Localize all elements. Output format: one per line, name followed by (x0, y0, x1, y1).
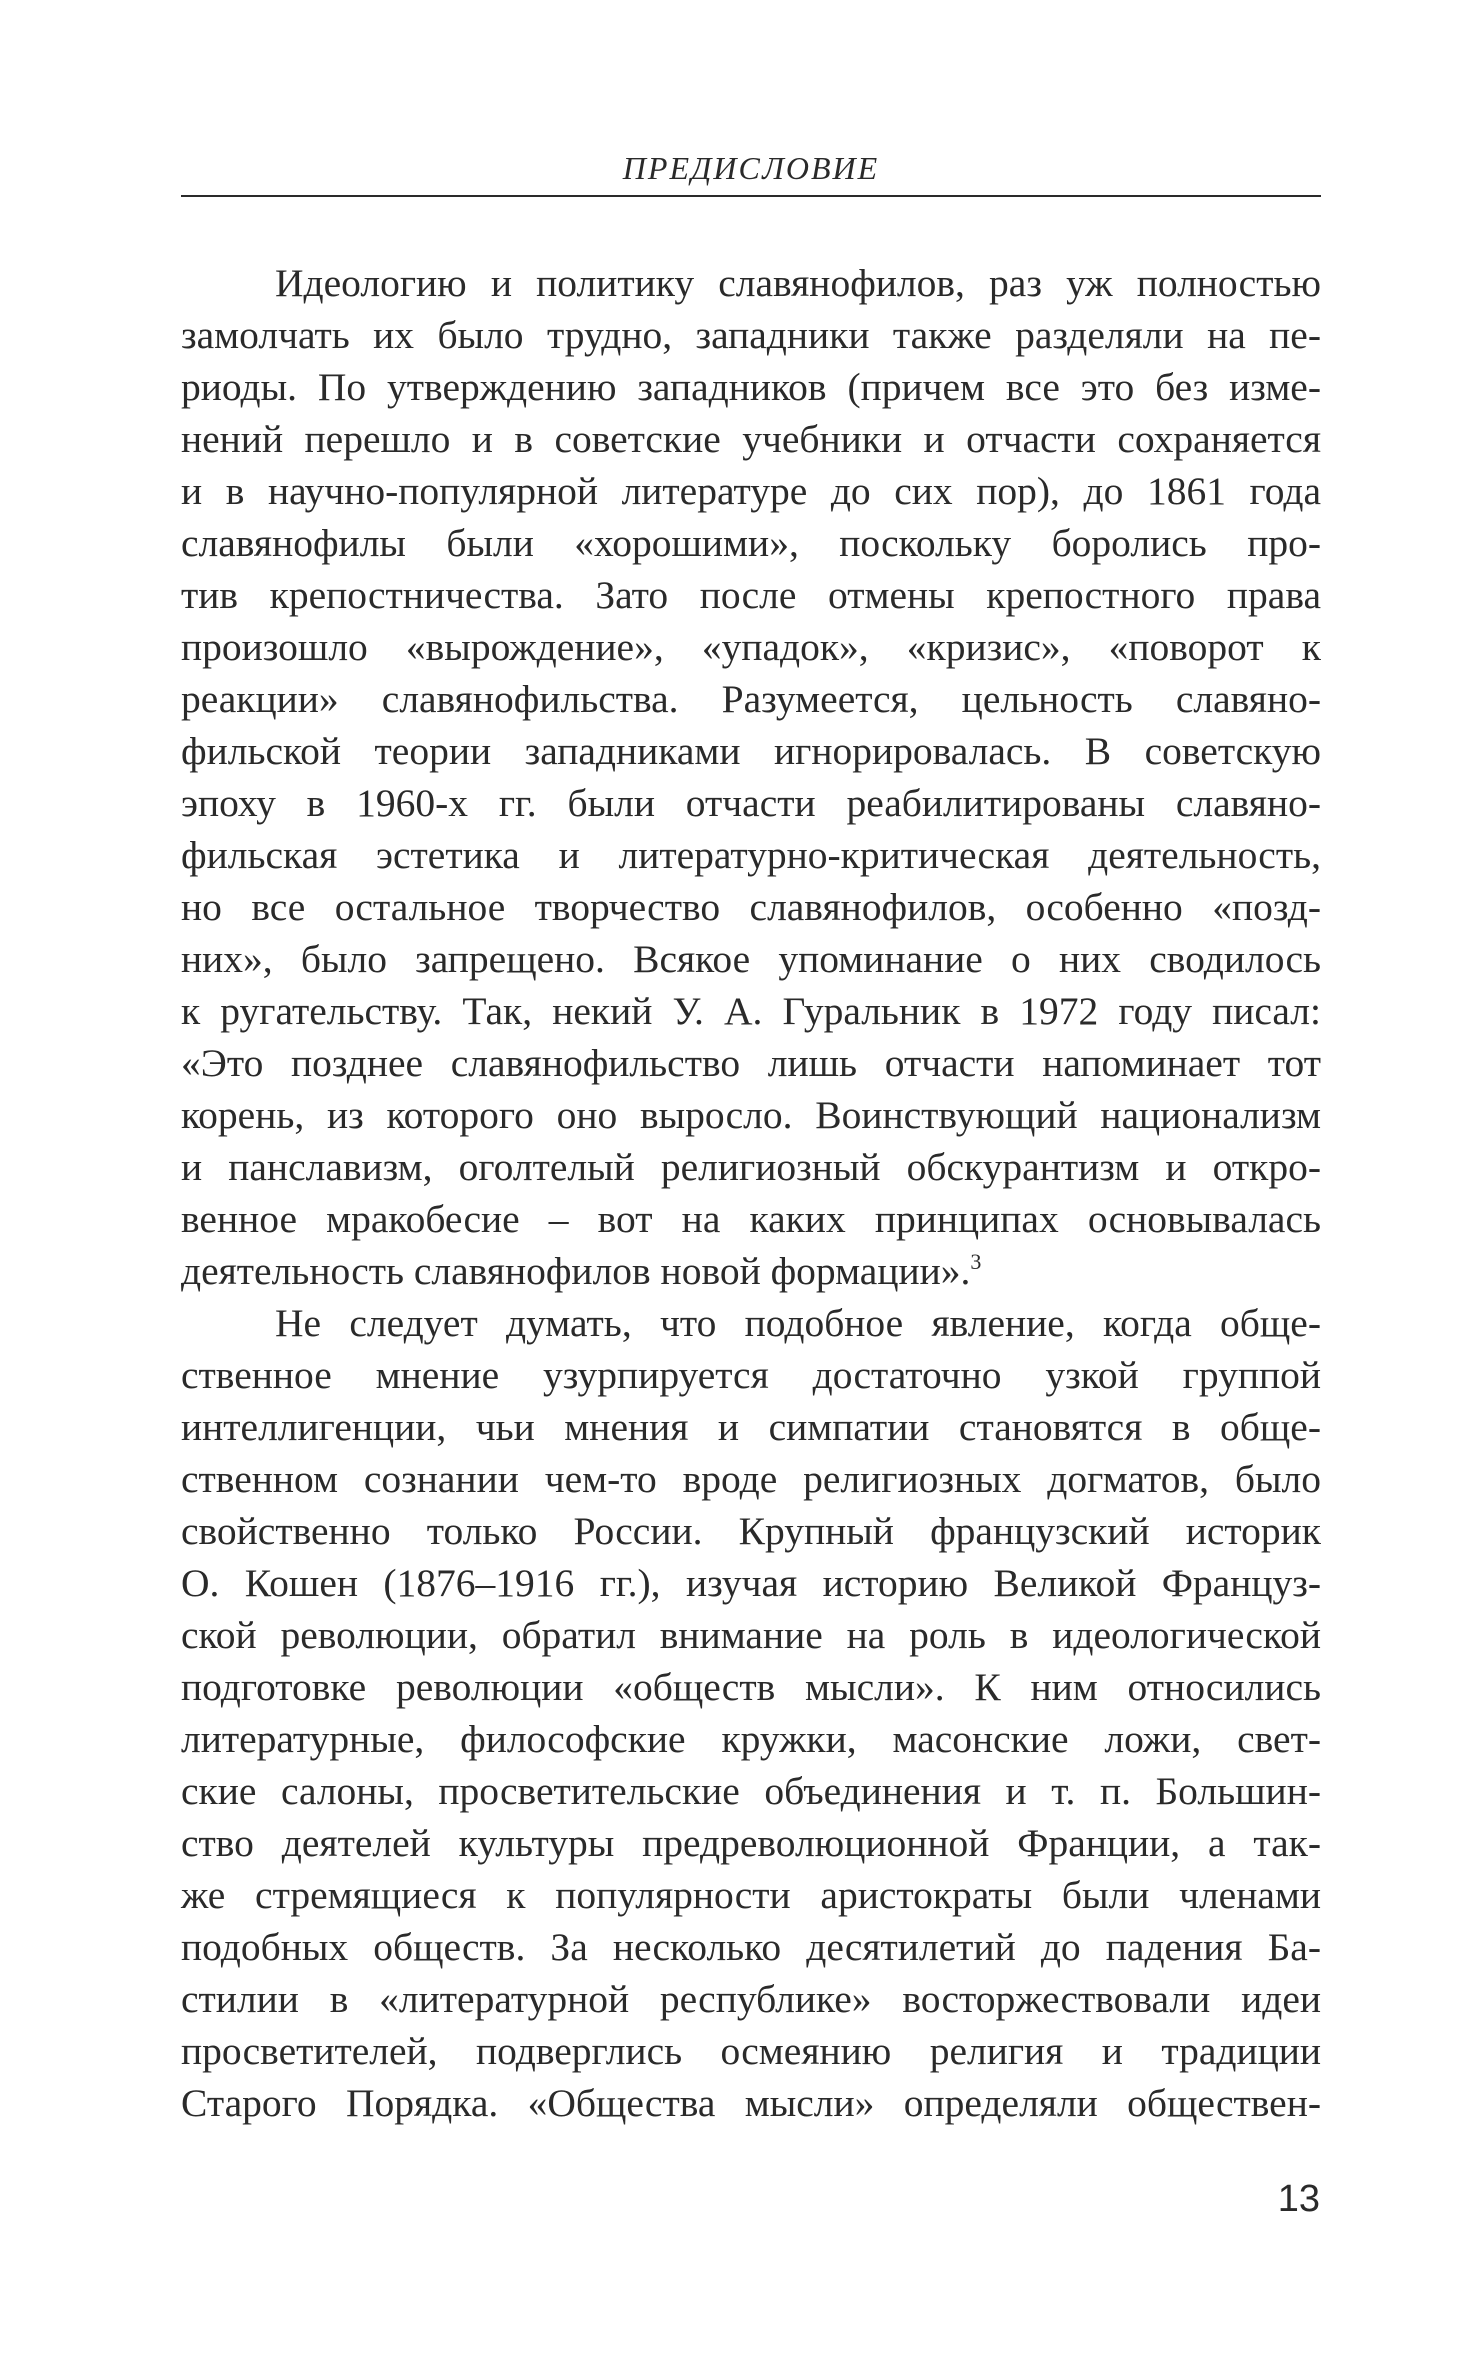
text-line: Старого Порядка. «Общества мысли» определяли обществен- (181, 2081, 1321, 2125)
footnote-reference[interactable]: 3 (970, 1249, 982, 1274)
text-line: ские салоны, просветительские объединения и т. п. Большин- (181, 1769, 1321, 1813)
text-line-content: деятельность славянофилов новой формации». (181, 1249, 971, 1293)
text-line: ственное мнение узурпируется достаточно узкой группой (181, 1353, 1321, 1397)
text-line: них», было запрещено. Всякое упоминание о них сводилось (181, 937, 1321, 981)
text-line: ственном сознании чем-то вроде религиозных догматов, было (181, 1457, 1321, 1501)
text-line: просветителей, подверглись осмеянию религия и традиции (181, 2029, 1321, 2073)
header-rule (181, 195, 1321, 197)
text-line: ство деятелей культуры предреволюционной Франции, а так- (181, 1821, 1321, 1865)
text-line: тив крепостничества. Зато после отмены крепостного права (181, 573, 1321, 617)
text-line: О. Кошен (1876–1916 гг.), изучая историю Великой Француз- (181, 1561, 1321, 1605)
text-line: но все остальное творчество славянофилов, особенно «позд- (181, 885, 1321, 929)
text-line: же стремящиеся к популярности аристократы были членами (181, 1873, 1321, 1917)
text-line: замолчать их было трудно, западники также разделяли на пе- (181, 313, 1321, 357)
text-line: подготовке революции «обществ мысли». К ним относились (181, 1665, 1321, 1709)
text-line: реакции» славянофильства. Разумеется, цельность славяно- (181, 677, 1321, 721)
text-line: «Это позднее славянофильство лишь отчасти напоминает тот (181, 1041, 1321, 1085)
text-line: свойственно только России. Крупный французский историк (181, 1509, 1321, 1553)
text-line: эпоху в 1960-х гг. были отчасти реабилитированы славяно- (181, 781, 1321, 825)
text-line: произошло «вырождение», «упадок», «кризис», «поворот к (181, 625, 1321, 669)
text-line: корень, из которого оно выросло. Воинствующий национализм (181, 1093, 1321, 1137)
text-line: и панславизм, оголтелый религиозный обскурантизм и откро- (181, 1145, 1321, 1189)
running-head-title: ПРЕДИСЛОВИЕ (622, 150, 880, 186)
text-line: ской революции, обратил внимание на роль в идеологической (181, 1613, 1321, 1657)
text-line: славянофилы были «хорошими», поскольку боролись про- (181, 521, 1321, 565)
text-line: и в научно-популярной литературе до сих пор), до 1861 года (181, 469, 1321, 513)
text-line: подобных обществ. За несколько десятилетий до падения Ба- (181, 1925, 1321, 1969)
text-line: фильской теории западниками игнорировалась. В советскую (181, 729, 1321, 773)
text-line: интеллигенции, чьи мнения и симпатии становятся в обще- (181, 1405, 1321, 1449)
text-line: Идеологию и политику славянофилов, раз уж полностью (275, 261, 1321, 305)
text-line: стилии в «литературной республике» восторжествовали идеи (181, 1977, 1321, 2021)
text-line: к ругательству. Так, некий У. А. Гуральник в 1972 году писал: (181, 989, 1321, 1033)
text-line: риоды. По утверждению западников (причем все это без изме- (181, 365, 1321, 409)
text-line-last (181, 1245, 1321, 1297)
text-line: Не следует думать, что подобное явление, когда обще- (275, 1301, 1321, 1345)
text-line: венное мракобесие – вот на каких принципах основывалась (181, 1197, 1321, 1241)
text-line: литературные, философские кружки, масонские ложи, свет- (181, 1717, 1321, 1761)
page-number: 13 (1277, 2178, 1320, 2220)
text-line: фильская эстетика и литературно-критическая деятельность, (181, 833, 1321, 877)
text-line: нений перешло и в советские учебники и отчасти сохраняется (181, 417, 1321, 461)
body-text (181, 257, 1321, 2129)
